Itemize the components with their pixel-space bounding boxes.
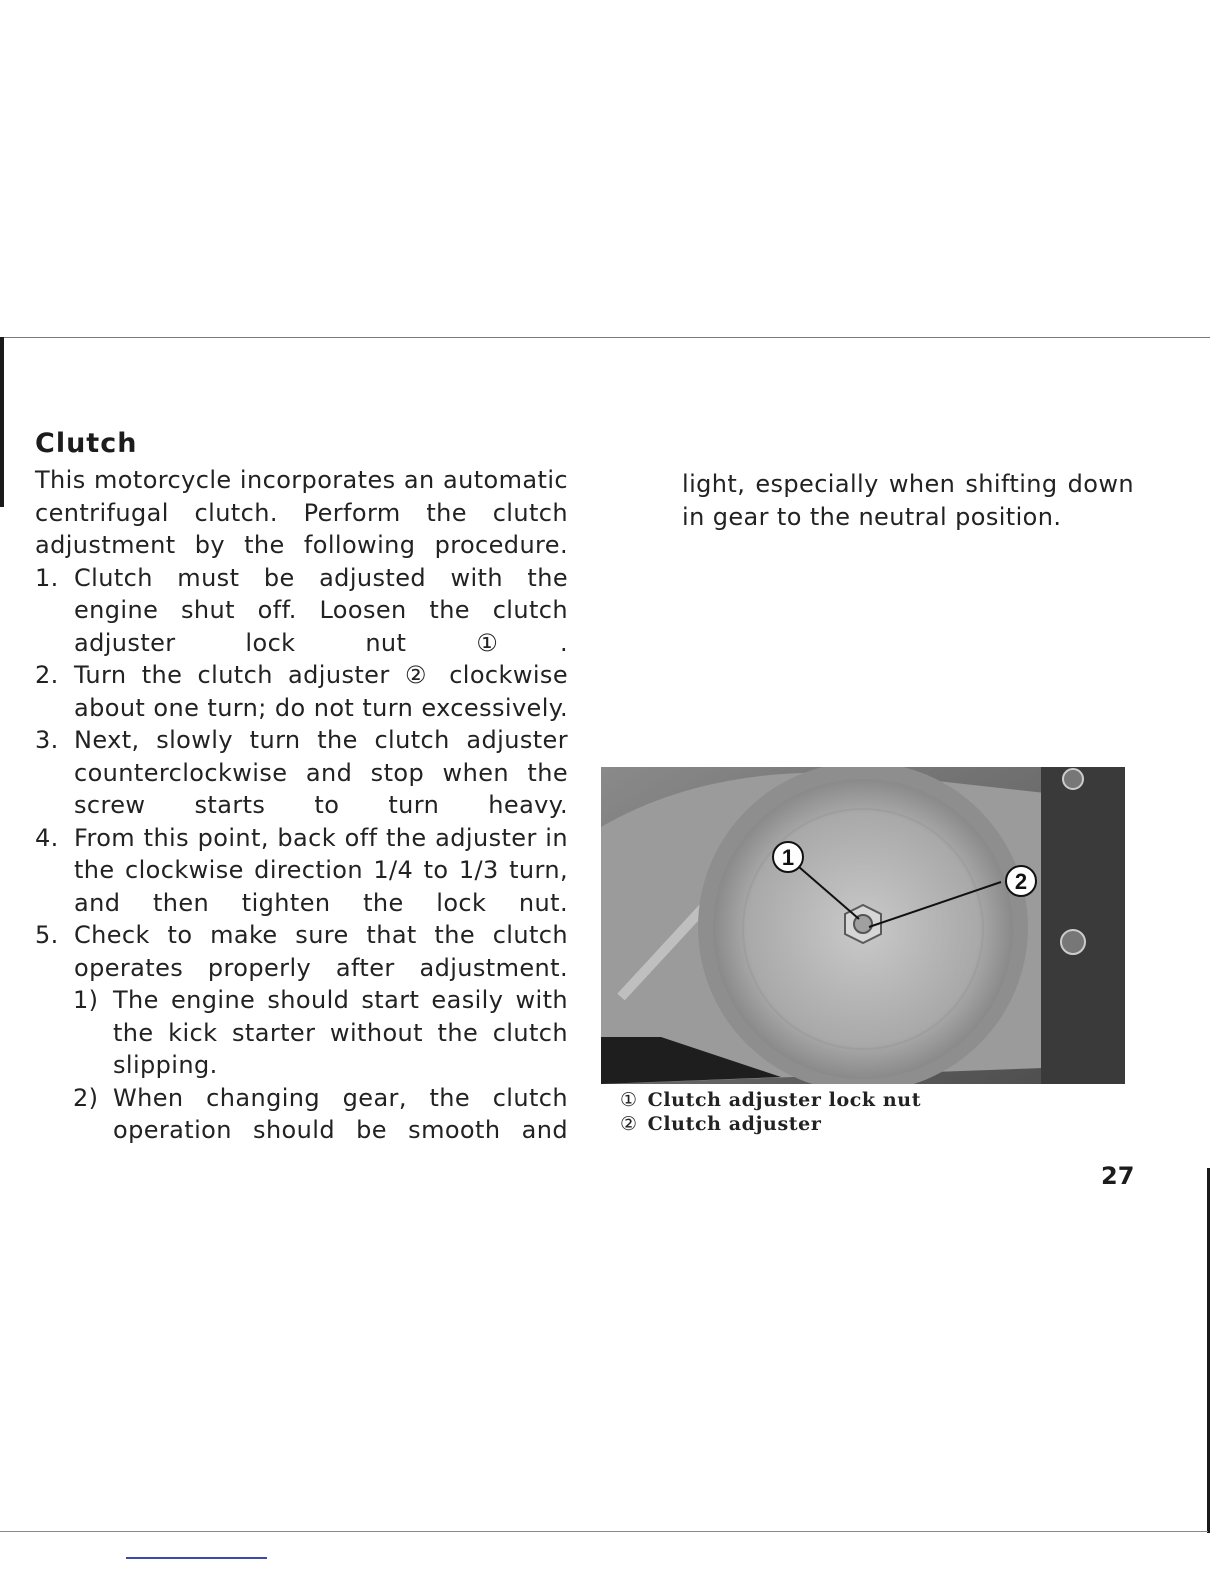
step-number: 2. xyxy=(35,661,59,689)
left-page-edge xyxy=(0,337,4,507)
step-4 xyxy=(35,822,568,920)
substep-number: 2) xyxy=(73,1083,99,1112)
step-text: Clutch must be adjusted with the engine shut off. Loosen the clutch adjuster lock nut ①. xyxy=(74,563,568,657)
caption-line-2 xyxy=(620,1112,921,1136)
step-text: Turn the clutch adjuster ② clockwise about one turn; do not turn excessively. xyxy=(74,661,568,722)
bottom-rule xyxy=(0,1531,1208,1532)
right-column xyxy=(682,468,1134,533)
step-number: 3. xyxy=(35,726,59,754)
caption-marker: ② xyxy=(620,1113,638,1135)
footer-mark xyxy=(126,1557,267,1559)
caption-text: Clutch adjuster xyxy=(647,1113,822,1135)
step-3 xyxy=(35,724,568,822)
clutch-cover-illustration xyxy=(601,767,1125,1084)
callout-1-label: 1 xyxy=(781,845,795,870)
caption-marker: ① xyxy=(620,1089,638,1111)
callout-2 xyxy=(1006,866,1036,896)
figure-caption xyxy=(620,1088,921,1136)
substep-text: When changing gear, the clutch operation should be smooth and xyxy=(113,1083,568,1144)
frame-edge xyxy=(1041,767,1125,1084)
left-column xyxy=(35,464,568,1147)
continuation-paragraph: light, especially when shifting down in gear to the neutral position. xyxy=(682,470,1134,531)
top-rule xyxy=(0,337,1210,338)
bolt xyxy=(1063,769,1083,789)
section-title: Clutch xyxy=(35,428,138,459)
substep-2 xyxy=(35,1082,568,1147)
callout-1 xyxy=(773,842,803,872)
step-number: 4. xyxy=(35,823,59,852)
substep-text: The engine should start easily with the kick starter without the clutch slipping. xyxy=(113,986,568,1079)
caption-text: Clutch adjuster lock nut xyxy=(647,1089,922,1111)
substep-1 xyxy=(35,984,568,1082)
substep-number: 1) xyxy=(73,986,99,1014)
step-1 xyxy=(35,562,568,660)
bolt xyxy=(1061,930,1085,954)
clutch-cover-photo xyxy=(601,767,1125,1084)
step-number: 5. xyxy=(35,921,59,949)
page-number: 27 xyxy=(1101,1162,1135,1190)
caption-line-1 xyxy=(620,1088,921,1112)
step-text: From this point, back off the adjuster in the clockwise direction 1/4 to 1/3 turn, and then tighten the lock nut. xyxy=(74,823,568,917)
intro-paragraph: This motorcycle incorporates an automatic centrifugal clutch. Perform the clutch adjustment by the following procedure. xyxy=(35,466,568,559)
right-page-edge xyxy=(1207,1168,1210,1533)
step-5 xyxy=(35,919,568,984)
step-2 xyxy=(35,659,568,724)
callout-2-label: 2 xyxy=(1014,869,1028,894)
step-text: Next, slowly turn the clutch adjuster counterclockwise and stop when the screw starts to turn heavy. xyxy=(74,726,568,819)
step-number: 1. xyxy=(35,563,59,592)
step-text: Check to make sure that the clutch operates properly after adjustment. xyxy=(74,921,568,982)
